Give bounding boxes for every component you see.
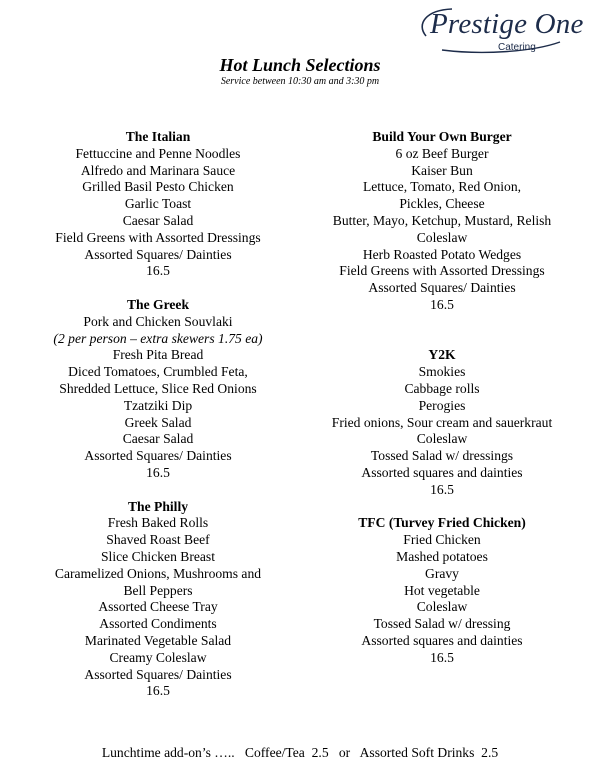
menu-item: Alfredo and Marinara Sauce bbox=[80, 162, 236, 178]
menu-item: Caesar Salad bbox=[122, 212, 194, 228]
menu-section bbox=[292, 515, 592, 666]
menu-section-title: Build Your Own Burger bbox=[372, 129, 512, 144]
menu-item: Field Greens with Assorted Dressings bbox=[55, 229, 261, 245]
menu-section bbox=[8, 499, 308, 701]
menu-section bbox=[8, 297, 308, 482]
menu-item: Caramelized Onions, Mushrooms and bbox=[54, 565, 262, 581]
section-spacer bbox=[8, 482, 308, 499]
menu-item: Gravy bbox=[425, 565, 459, 581]
menu-section bbox=[292, 129, 592, 314]
menu-note: (2 per person – extra skewers 1.75 ea) bbox=[53, 330, 263, 346]
menu-item: Mashed potatoes bbox=[396, 548, 488, 564]
menu-item: Creamy Coleslaw bbox=[109, 649, 207, 665]
section-spacer bbox=[8, 280, 308, 297]
menu-item: Tossed Salad w/ dressings bbox=[370, 448, 514, 464]
menu-price: 16.5 bbox=[430, 296, 454, 312]
menu-item: Assorted squares and dainties bbox=[361, 632, 523, 648]
prestige-one-logo bbox=[412, 6, 584, 58]
menu-item: Marinated Vegetable Salad bbox=[84, 632, 232, 648]
menu-item: Assorted Squares/ Dainties bbox=[84, 666, 232, 682]
menu-section-title: Y2K bbox=[428, 347, 456, 363]
menu-price: 16.5 bbox=[146, 683, 170, 699]
menu-item: Fresh Baked Rolls bbox=[107, 515, 209, 531]
menu-item: Assorted Squares/ Dainties bbox=[84, 246, 232, 262]
menu-item: Fried Chicken bbox=[403, 532, 481, 548]
menu-item: Assorted Squares/ Dainties bbox=[84, 448, 232, 464]
menu-section bbox=[292, 347, 592, 498]
menu-item: Fried onions, Sour cream and sauerkraut bbox=[331, 414, 553, 430]
menu-item: Assorted squares and dainties bbox=[361, 464, 523, 480]
menu-item: Pickles, Cheese bbox=[399, 196, 485, 212]
menu-item: Greek Salad bbox=[124, 414, 192, 430]
logo-sub-text: Catering bbox=[498, 42, 536, 53]
menu-item: Tzatziki Dip bbox=[123, 397, 193, 413]
menu-item: Cabbage rolls bbox=[404, 380, 480, 396]
menu-item: Coleslaw bbox=[416, 431, 468, 447]
menu-section bbox=[8, 129, 308, 280]
menu-item: Lettuce, Tomato, Red Onion, bbox=[362, 179, 522, 195]
lunchtime-add-ons: Lunchtime add-on’s ….. Coffee/Tea 2.5 or Assorted Soft Drinks 2.5 bbox=[101, 745, 499, 760]
menu-item: Diced Tomatoes, Crumbled Feta, bbox=[68, 364, 248, 380]
menu-item: Shaved Roast Beef bbox=[106, 532, 210, 548]
page-header bbox=[0, 54, 600, 88]
section-spacer bbox=[292, 314, 592, 348]
menu-item: Fresh Pita Bread bbox=[112, 347, 204, 363]
menu-item: Garlic Toast bbox=[124, 196, 192, 212]
section-spacer bbox=[292, 499, 592, 516]
right-menu-column bbox=[292, 129, 592, 667]
menu-price: 16.5 bbox=[146, 263, 170, 279]
menu-item: Coleslaw bbox=[416, 599, 468, 615]
menu-item: Kaiser Bun bbox=[411, 162, 473, 178]
menu-item: Assorted Condiments bbox=[99, 616, 217, 632]
menu-price: 16.5 bbox=[146, 464, 170, 480]
page-title: Hot Lunch Selections bbox=[219, 55, 381, 75]
menu-item: Fettuccine and Penne Noodles bbox=[75, 145, 241, 161]
menu-price: 16.5 bbox=[430, 481, 454, 497]
menu-item: Grilled Basil Pesto Chicken bbox=[82, 179, 234, 195]
service-hours: Service between 10:30 am and 3:30 pm bbox=[220, 76, 380, 87]
menu-item: Bell Peppers bbox=[123, 582, 193, 598]
menu-item: Coleslaw bbox=[416, 229, 468, 245]
menu-item: Assorted Squares/ Dainties bbox=[368, 280, 516, 296]
menu-item: Field Greens with Assorted Dressings bbox=[339, 263, 545, 279]
menu-section-title: TFC (Turvey Fried Chicken) bbox=[358, 515, 526, 531]
menu-section-title: The Philly bbox=[127, 498, 189, 514]
left-menu-column bbox=[8, 129, 308, 700]
menu-item: Pork and Chicken Souvlaki bbox=[83, 313, 233, 329]
menu-price: 16.5 bbox=[430, 649, 454, 665]
menu-item: Slice Chicken Breast bbox=[100, 548, 215, 564]
menu-item: Assorted Cheese Tray bbox=[98, 599, 218, 615]
menu-item: 6 oz Beef Burger bbox=[395, 145, 489, 161]
menu-item: Tossed Salad w/ dressing bbox=[373, 616, 511, 632]
menu-item: Herb Roasted Potato Wedges bbox=[362, 246, 522, 262]
menu-item: Perogies bbox=[418, 397, 466, 413]
logo-brand-text: Prestige One bbox=[430, 8, 584, 40]
menu-item: Smokies bbox=[418, 364, 466, 380]
menu-item: Hot vegetable bbox=[404, 582, 480, 598]
menu-item: Shredded Lettuce, Slice Red Onions bbox=[59, 380, 257, 396]
menu-section-title: The Greek bbox=[126, 296, 190, 312]
menu-section-title: The Italian bbox=[125, 129, 191, 144]
menu-item: Butter, Mayo, Ketchup, Mustard, Relish bbox=[332, 212, 552, 228]
menu-item: Caesar Salad bbox=[122, 431, 194, 447]
